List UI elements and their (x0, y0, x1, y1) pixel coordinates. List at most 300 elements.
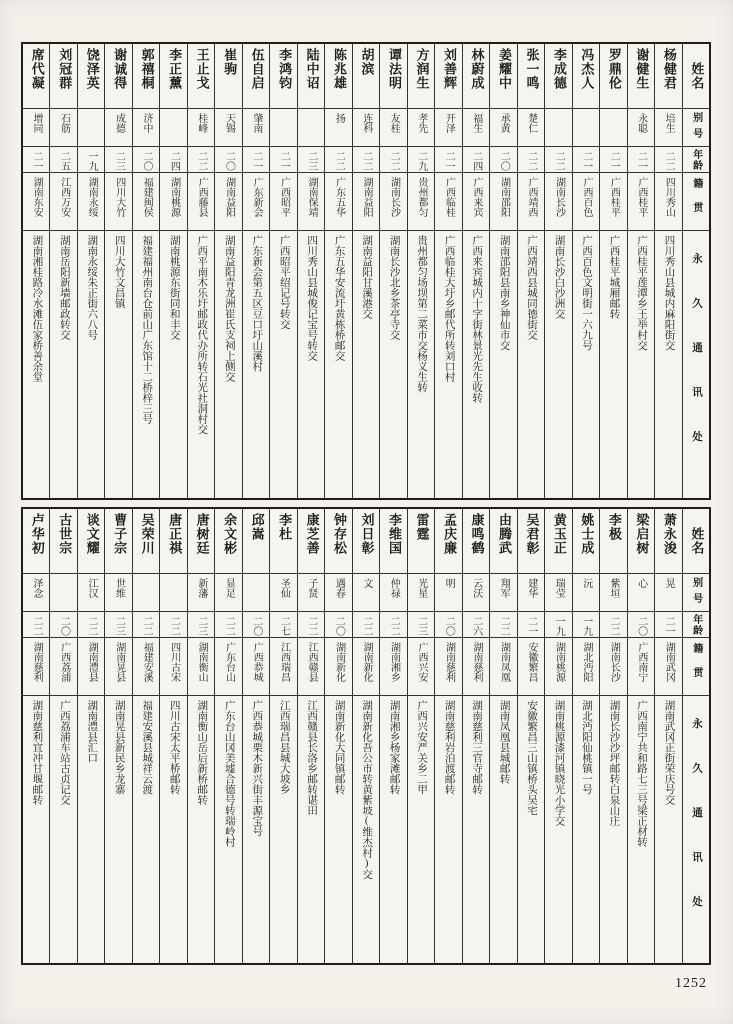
person-alias: 济中 (133, 108, 159, 146)
person-alias: 桂峰 (188, 108, 214, 146)
person-address: 四川秀山县城俊记宝号转交 (298, 230, 324, 498)
person-alias: 显足 (215, 573, 241, 611)
person-address: 湖南永绥朱正街六八号 (78, 230, 104, 498)
person-alias: 遇春 (325, 573, 351, 611)
person-address: 湖南湘桂路冷水滩伍家桥善余堂 (23, 230, 49, 498)
person-column (572, 509, 599, 963)
person-name: 古世宗 (57, 513, 73, 555)
person-column (242, 509, 269, 963)
person-origin: 广西恭城 (243, 637, 269, 695)
person-column (159, 44, 186, 498)
person-origin: 湖南凤凰 (490, 637, 516, 695)
page-number: 1252 (675, 976, 707, 991)
person-address: 湖南湘乡杨家滩邮转 (380, 695, 406, 963)
person-age: 二二 (215, 611, 241, 637)
person-alias: 建华 (518, 573, 544, 611)
person-column (654, 44, 681, 498)
person-name: 吴荣川 (139, 513, 155, 555)
person-name: 康鸣鹤 (469, 513, 485, 555)
person-age: 二二 (490, 611, 516, 637)
person-origin: 广西桂平 (628, 172, 654, 230)
person-age: 二一 (23, 146, 49, 172)
person-age: 二二 (655, 146, 681, 172)
person-origin: 江西瑞昌 (270, 637, 296, 695)
person-origin: 广西昭平 (270, 172, 296, 230)
person-column (242, 44, 269, 498)
person-age: 二二 (160, 611, 186, 637)
person-alias: 扬 (325, 108, 351, 146)
person-alias: 新藩 (188, 573, 214, 611)
person-alias: 承黄 (490, 108, 516, 146)
person-age: 二二 (23, 611, 49, 637)
person-alias: 开泽 (435, 108, 461, 146)
person-name: 谭法明 (387, 48, 403, 90)
person-column (132, 509, 159, 963)
person-age: 一九 (573, 611, 599, 637)
person-age: 一九 (545, 611, 571, 637)
person-name: 方润生 (414, 48, 430, 90)
person-address: 湖南慈利岩泊渡邮转 (435, 695, 461, 963)
person-alias (160, 573, 186, 611)
person-origin: 广西藤县 (188, 172, 214, 230)
person-alias: 培生 (655, 108, 681, 146)
person-origin: 湖南长沙 (600, 637, 626, 695)
person-origin: 江西万安 (50, 172, 76, 230)
person-name: 梁启树 (634, 513, 650, 555)
person-column (352, 44, 379, 498)
person-origin: 广东五华 (325, 172, 351, 230)
person-alias: 福生 (463, 108, 489, 146)
header-name: 姓名 (689, 527, 705, 555)
person-origin: 湖南永绥 (78, 172, 104, 230)
person-column (489, 44, 516, 498)
person-address: 湖南长沙北乡茶亭寺交 (380, 230, 406, 498)
tables-area (21, 42, 711, 972)
person-name: 卢华初 (29, 513, 45, 555)
person-name: 余文彬 (222, 513, 238, 555)
person-name: 黄玉正 (551, 513, 567, 555)
person-age: 二三 (188, 611, 214, 637)
person-address: 福建福州南台仓前山广东馆十二桥梓三号 (133, 230, 159, 498)
person-address: 广西昭平绍记号转交 (270, 230, 296, 498)
person-name: 李极 (606, 513, 622, 541)
person-age: 二三 (408, 611, 434, 637)
person-age: 二二 (600, 611, 626, 637)
person-age: 二三 (298, 146, 324, 172)
header-origin: 籍贯 (683, 637, 709, 695)
person-origin: 广西临桂 (435, 172, 461, 230)
person-address: 广西恭城栗木新兴街丰源宝号 (243, 695, 269, 963)
person-age: 二二 (353, 146, 379, 172)
person-age: 二四 (160, 146, 186, 172)
person-age: 二三 (105, 611, 131, 637)
person-alias (270, 108, 296, 146)
person-age: 二二 (353, 611, 379, 637)
person-column (462, 509, 489, 963)
person-name: 伍自启 (249, 48, 265, 90)
person-address: 广西桂平城厢邮转 (600, 230, 626, 498)
person-age: 二〇 (50, 611, 76, 637)
person-address: 四川大竹文昌镇 (105, 230, 131, 498)
person-address: 湖南益阳甘溪港交 (353, 230, 379, 498)
person-column (379, 509, 406, 963)
person-age: 二九 (408, 146, 434, 172)
person-column (187, 509, 214, 963)
person-alias: 仲禄 (380, 573, 406, 611)
person-column (104, 509, 131, 963)
person-column (572, 44, 599, 498)
person-age: 一九 (78, 146, 104, 172)
row-headers-column (682, 44, 709, 498)
header-alias: 别号 (683, 573, 709, 611)
person-alias: 光星 (408, 573, 434, 611)
person-name: 姜耀中 (496, 48, 512, 90)
person-age: 二一 (243, 146, 269, 172)
header-alias: 别号 (683, 108, 709, 146)
person-column (407, 509, 434, 963)
person-age: 二二 (325, 146, 351, 172)
person-name: 林蔚成 (469, 48, 485, 90)
person-column (23, 44, 49, 498)
person-origin: 福建闽侯 (133, 172, 159, 230)
person-name: 谢健生 (634, 48, 650, 90)
person-age: 二一 (600, 146, 626, 172)
person-column (297, 44, 324, 498)
person-age: 二二 (188, 146, 214, 172)
person-alias: 云沃 (463, 573, 489, 611)
person-address: 湖南益阳青龙洲崔氏支祠上侧交 (215, 230, 241, 498)
person-name: 李鸿钧 (277, 48, 293, 90)
person-origin: 广东新会 (243, 172, 269, 230)
person-origin: 湖南东安 (23, 172, 49, 230)
person-name: 席代凝 (29, 48, 45, 90)
person-age: 二〇 (628, 611, 654, 637)
person-age: 二一 (628, 146, 654, 172)
person-name: 崔驹 (222, 48, 238, 76)
person-name: 李成德 (551, 48, 567, 90)
person-address: 广西荔浦车站古贞记交 (50, 695, 76, 963)
person-address: 广西平南木乐圩邮政代办所转石光社洞村交 (188, 230, 214, 498)
person-age: 二五 (50, 146, 76, 172)
person-address: 广西南宁共和路七三号梁正材转 (628, 695, 654, 963)
header-age: 年龄 (683, 146, 709, 172)
person-age: 二一 (270, 146, 296, 172)
person-alias: 沅 (573, 573, 599, 611)
registry-table-top (21, 42, 711, 500)
person-name: 谢诚得 (112, 48, 128, 90)
person-origin: 贵州都匀 (408, 172, 434, 230)
person-name: 李维国 (387, 513, 403, 555)
person-origin: 安徽繁昌 (518, 637, 544, 695)
person-column (407, 44, 434, 498)
person-address: 广西临桂大圩乡邮代所转刘口村 (435, 230, 461, 498)
person-age: 二六 (463, 611, 489, 637)
person-name: 郭禧桐 (139, 48, 155, 90)
person-address: 四川古宋太平桥邮转 (160, 695, 186, 963)
person-origin: 湖南新化 (353, 637, 379, 695)
person-origin: 湖南桃源 (160, 172, 186, 230)
person-origin: 广西靖西 (518, 172, 544, 230)
person-origin: 广西兴安 (408, 637, 434, 695)
person-address: 广西百色文明街一六九号 (573, 230, 599, 498)
person-origin: 湖南衡山 (188, 637, 214, 695)
person-name: 陆中诏 (304, 48, 320, 90)
person-name: 陈兆雄 (332, 48, 348, 90)
person-alias (545, 108, 571, 146)
person-age: 二〇 (215, 146, 241, 172)
registry-table-bottom (21, 507, 711, 965)
person-column (654, 509, 681, 963)
person-address: 湖南邵阳县南乡神仙市交 (490, 230, 516, 498)
person-origin: 湖南慈利 (23, 637, 49, 695)
person-origin: 四川秀山 (655, 172, 681, 230)
person-name: 胡滨 (359, 48, 375, 76)
person-name: 王止戈 (194, 48, 210, 90)
person-alias: 友桂 (380, 108, 406, 146)
person-name: 钟存松 (332, 513, 348, 555)
person-address: 广东五华安流圩黄栋桥邮交 (325, 230, 351, 498)
person-name: 刘冠群 (57, 48, 73, 90)
person-age: 二一 (655, 611, 681, 637)
person-name: 刘善辉 (441, 48, 457, 90)
person-address: 广西靖西县城同德街交 (518, 230, 544, 498)
person-origin: 广西桂平 (600, 172, 626, 230)
person-alias: 世维 (105, 573, 131, 611)
person-origin: 广西南宁 (628, 637, 654, 695)
person-column (627, 44, 654, 498)
person-alias: 肇南 (243, 108, 269, 146)
person-address: 湖南桃源漆河镇晓光小学交 (545, 695, 571, 963)
person-alias: 泽念 (23, 573, 49, 611)
person-name: 张一鸣 (524, 48, 540, 90)
person-origin: 广西荔浦 (50, 637, 76, 695)
person-address: 江西赣县长洛乡邮转谌田 (298, 695, 324, 963)
person-name: 李正薰 (167, 48, 183, 90)
person-alias (600, 108, 626, 146)
person-column (462, 44, 489, 498)
person-origin: 湖南益阳 (215, 172, 241, 230)
person-address: 湖南慈利宜冲甘堰邮转 (23, 695, 49, 963)
person-origin: 湖南晃县 (105, 637, 131, 695)
person-address: 湖北沔阳仙桃镇一号 (573, 695, 599, 963)
person-origin: 湖南武冈 (655, 637, 681, 695)
person-origin: 湖北沔阳 (573, 637, 599, 695)
person-column (324, 44, 351, 498)
person-address: 湖南慈利三官寺邮转 (463, 695, 489, 963)
person-alias: 石筋 (50, 108, 76, 146)
person-column (23, 509, 49, 963)
person-address: 广西兴安严关乡二甲 (408, 695, 434, 963)
person-address: 湖南凤凰县城邮转 (490, 695, 516, 963)
person-address: 福建安溪县城祥云渡 (133, 695, 159, 963)
person-name: 由腾武 (496, 513, 512, 555)
person-address: 湖南岳阳新墙邮政转交 (50, 230, 76, 498)
person-alias: 翔军 (490, 573, 516, 611)
person-column (599, 44, 626, 498)
header-name: 姓名 (689, 62, 705, 90)
person-address: 湖南新化吾公市转黄紫坡(维杰村)交 (353, 695, 379, 963)
person-name: 杨健君 (661, 48, 677, 90)
person-column (434, 509, 461, 963)
person-age: 二二 (518, 146, 544, 172)
person-address: 贵州都匀场坝第二菜市交杨义生转 (408, 230, 434, 498)
person-column (297, 509, 324, 963)
person-address: 安徽繁昌三山镇桥头吴宅 (518, 695, 544, 963)
person-column (214, 44, 241, 498)
person-address: 湖南桃源东街同和丰交 (160, 230, 186, 498)
person-origin: 湖南慈利 (463, 637, 489, 695)
person-origin: 湖南新化 (325, 637, 351, 695)
person-age: 二二 (380, 146, 406, 172)
person-age: 二二 (133, 611, 159, 637)
person-origin: 广西来宾 (463, 172, 489, 230)
person-address: 广西桂平莲潭乡王举村交 (628, 230, 654, 498)
row-headers-column (682, 509, 709, 963)
person-alias: 江汉 (78, 573, 104, 611)
person-name: 孟庆廉 (441, 513, 457, 555)
person-alias: 文 (353, 573, 379, 611)
person-age: 二〇 (490, 146, 516, 172)
person-origin: 湖南邵阳 (490, 172, 516, 230)
person-column (159, 509, 186, 963)
person-age: 二〇 (325, 611, 351, 637)
person-address: 湖南长沙沙坪邮转白泉山庄 (600, 695, 626, 963)
person-age: 二一 (435, 146, 461, 172)
person-origin: 湖南长沙 (545, 172, 571, 230)
person-origin: 湖南桃源 (545, 637, 571, 695)
person-alias: 明 (435, 573, 461, 611)
person-name: 雷霆 (414, 513, 430, 541)
person-column (352, 509, 379, 963)
person-alias (243, 573, 269, 611)
person-origin: 福建安溪 (133, 637, 159, 695)
person-address: 广西来宾城内十字街林景光先生收转 (463, 230, 489, 498)
person-name: 吴君彰 (524, 513, 540, 555)
person-column (77, 44, 104, 498)
person-age: 二〇 (133, 146, 159, 172)
person-column (269, 44, 296, 498)
person-alias: 楚仁 (518, 108, 544, 146)
person-address: 湖南晃县新民乡龙寨 (105, 695, 131, 963)
person-age: 二一 (518, 611, 544, 637)
person-column (187, 44, 214, 498)
person-address: 四川秀山县城内麻阳街交 (655, 230, 681, 498)
person-alias: 成德 (105, 108, 131, 146)
person-origin: 湖南长沙 (380, 172, 406, 230)
header-address: 永久通讯处 (683, 695, 709, 963)
person-alias (573, 108, 599, 146)
header-age: 年龄 (683, 611, 709, 637)
person-column (599, 509, 626, 963)
person-address: 湖南长沙白沙洲交 (545, 230, 571, 498)
person-age: 二二 (78, 611, 104, 637)
person-column (544, 44, 571, 498)
person-alias: 增同 (23, 108, 49, 146)
person-name: 康芝善 (304, 513, 320, 555)
person-name: 刘日彰 (359, 513, 375, 555)
person-alias: 紫垣 (600, 573, 626, 611)
person-age: 二一 (573, 146, 599, 172)
person-age: 二二 (545, 146, 571, 172)
person-name: 曹子宗 (112, 513, 128, 555)
person-address: 湖南武冈正街荣庆号交 (655, 695, 681, 963)
person-address: 广东台山冈美墟合德号转瑞岭村 (215, 695, 241, 963)
person-origin: 湖南益阳 (353, 172, 379, 230)
person-alias: 孝先 (408, 108, 434, 146)
person-address: 广东新会第五区豆口圩山溪村 (243, 230, 269, 498)
person-address: 江西瑞昌县城大坡乡 (270, 695, 296, 963)
person-alias (50, 573, 76, 611)
person-alias: 圣仙 (270, 573, 296, 611)
person-origin: 湖南保靖 (298, 172, 324, 230)
person-alias: 子贤 (298, 573, 324, 611)
person-name: 姚士成 (579, 513, 595, 555)
person-address: 湖南澧县汇口 (78, 695, 104, 963)
header-address: 永久通讯处 (683, 230, 709, 498)
person-name: 饶泽英 (84, 48, 100, 90)
person-column (269, 509, 296, 963)
person-name: 萧永浚 (661, 513, 677, 555)
person-address: 湖南新化大同镇邮转 (325, 695, 351, 963)
person-column (379, 44, 406, 498)
person-alias: 瑞莹 (545, 573, 571, 611)
person-name: 唐正祺 (167, 513, 183, 555)
person-alias (160, 108, 186, 146)
person-age: 二七 (270, 611, 296, 637)
person-age: 二〇 (435, 611, 461, 637)
person-name: 李杜 (277, 513, 293, 541)
person-name: 谈文耀 (84, 513, 100, 555)
person-alias (133, 573, 159, 611)
person-origin: 湖南湘乡 (380, 637, 406, 695)
person-column (544, 509, 571, 963)
person-column (132, 44, 159, 498)
person-column (489, 509, 516, 963)
person-name: 冯杰人 (579, 48, 595, 90)
person-alias (78, 108, 104, 146)
person-column (517, 44, 544, 498)
person-alias: 天锡 (215, 108, 241, 146)
person-age: 二〇 (243, 611, 269, 637)
person-age: 二二 (298, 611, 324, 637)
person-origin: 四川大竹 (105, 172, 131, 230)
person-column (434, 44, 461, 498)
person-alias: 永聪 (628, 108, 654, 146)
person-alias (298, 108, 324, 146)
person-origin: 广东台山 (215, 637, 241, 695)
person-origin: 广西百色 (573, 172, 599, 230)
person-column (49, 509, 76, 963)
person-name: 邱嵩 (249, 513, 265, 541)
person-alias: 心 (628, 573, 654, 611)
person-column (77, 509, 104, 963)
person-column (49, 44, 76, 498)
person-age: 二二 (380, 611, 406, 637)
person-origin: 湖南慈利 (435, 637, 461, 695)
person-alias: 晃 (655, 573, 681, 611)
person-column (324, 509, 351, 963)
person-alias: 连科 (353, 108, 379, 146)
person-column (517, 509, 544, 963)
person-column (627, 509, 654, 963)
person-age: 二三 (105, 146, 131, 172)
person-age: 二四 (463, 146, 489, 172)
person-column (214, 509, 241, 963)
person-origin: 四川古宋 (160, 637, 186, 695)
person-origin: 江西赣县 (298, 637, 324, 695)
person-name: 罗鼎伦 (606, 48, 622, 90)
person-name: 唐树廷 (194, 513, 210, 555)
